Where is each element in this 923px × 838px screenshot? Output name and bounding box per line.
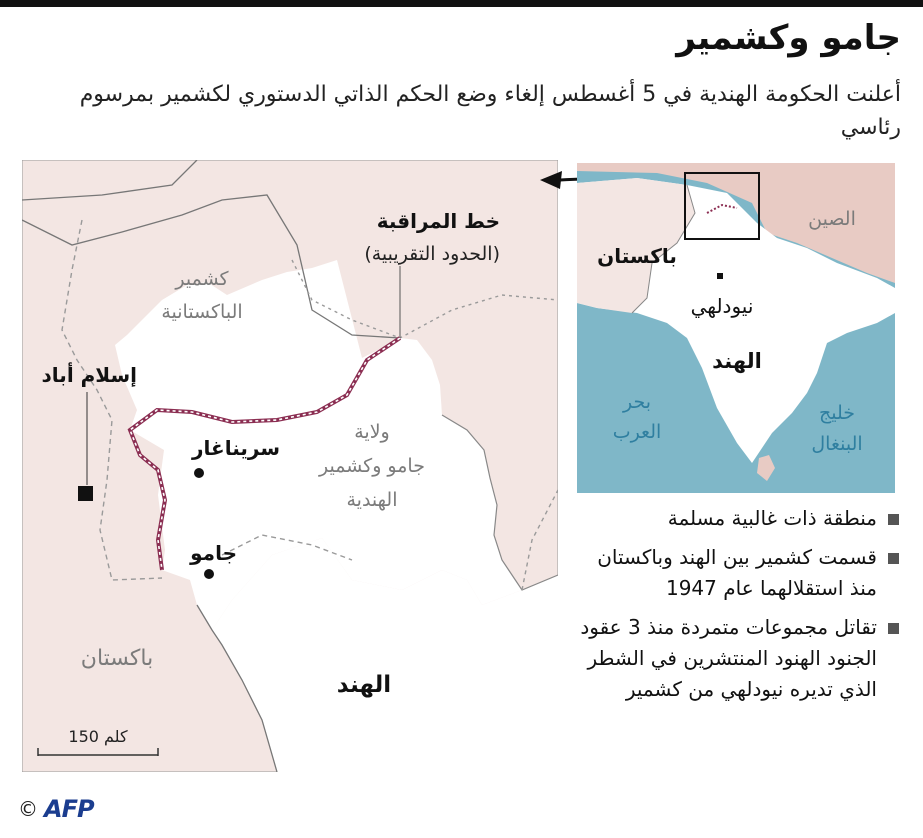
inset-pakistan-label: باكستان (597, 244, 677, 268)
islamabad-marker (78, 486, 93, 501)
jammu-label: جامو (190, 541, 237, 565)
credit (18, 795, 94, 823)
loc-sublabel: (الحدود التقريبية) (364, 243, 500, 265)
india-label: الهند (336, 672, 392, 698)
pak-kashmir-label-2: الباكستانية (161, 301, 243, 323)
bullet-square-icon (888, 553, 899, 564)
pak-kashmir-label-1: كشمير (175, 268, 229, 290)
page-title: جامو وكشمير (676, 18, 901, 58)
bay-bengal-label-1: خليج (818, 402, 856, 424)
state-label-3: الهندية (346, 489, 398, 511)
inset-china-label: الصين (808, 208, 856, 230)
state-label-1: ولاية (354, 421, 390, 443)
inset-india-label: الهند (712, 349, 762, 373)
facts-list (576, 503, 901, 713)
arabian-sea-label-1: بحر (622, 391, 652, 413)
copyright-symbol: © (18, 797, 38, 821)
top-rule (0, 0, 923, 7)
scale-label: 150 كلم (68, 727, 128, 746)
jammu-marker (204, 569, 214, 579)
islamabad-label: إسلام أباد (41, 363, 137, 387)
afp-logo: AFP (44, 795, 94, 823)
new-delhi-marker (717, 273, 723, 279)
bullet-square-icon (888, 514, 899, 525)
srinagar-marker (194, 468, 204, 478)
loc-label: خط المراقبة (376, 209, 500, 233)
arabian-sea-label-2: العرب (612, 421, 662, 443)
state-label-2: جامو وكشمير (319, 455, 425, 477)
inset-newdelhi-label: نيودلهي (690, 294, 754, 318)
bullet-square-icon (888, 623, 899, 634)
page-subtitle: أعلنت الحكومة الهندية في 5 أغسطس إلغاء وضع الحكم الذاتي الدستوري لكشمير بمرسوم رئاسي (79, 82, 901, 140)
bay-bengal-label-2: البنغال (811, 433, 863, 455)
fact-item: قسمت كشمير بين الهند وباكستان منذ استقلالهما عام 1947 (576, 542, 901, 604)
pakistan-label: باكستان (80, 646, 154, 671)
fact-item: منطقة ذات غالبية مسلمة (576, 503, 901, 534)
inset-map (577, 163, 895, 493)
main-map (22, 160, 558, 772)
fact-item: تقاتل مجموعات متمردة منذ 3 عقود الجنود الهنود المنتشرين في الشطر الذي تديره نيودلهي من كشمير (576, 612, 901, 705)
srinagar-label: سريناغار (192, 436, 280, 460)
